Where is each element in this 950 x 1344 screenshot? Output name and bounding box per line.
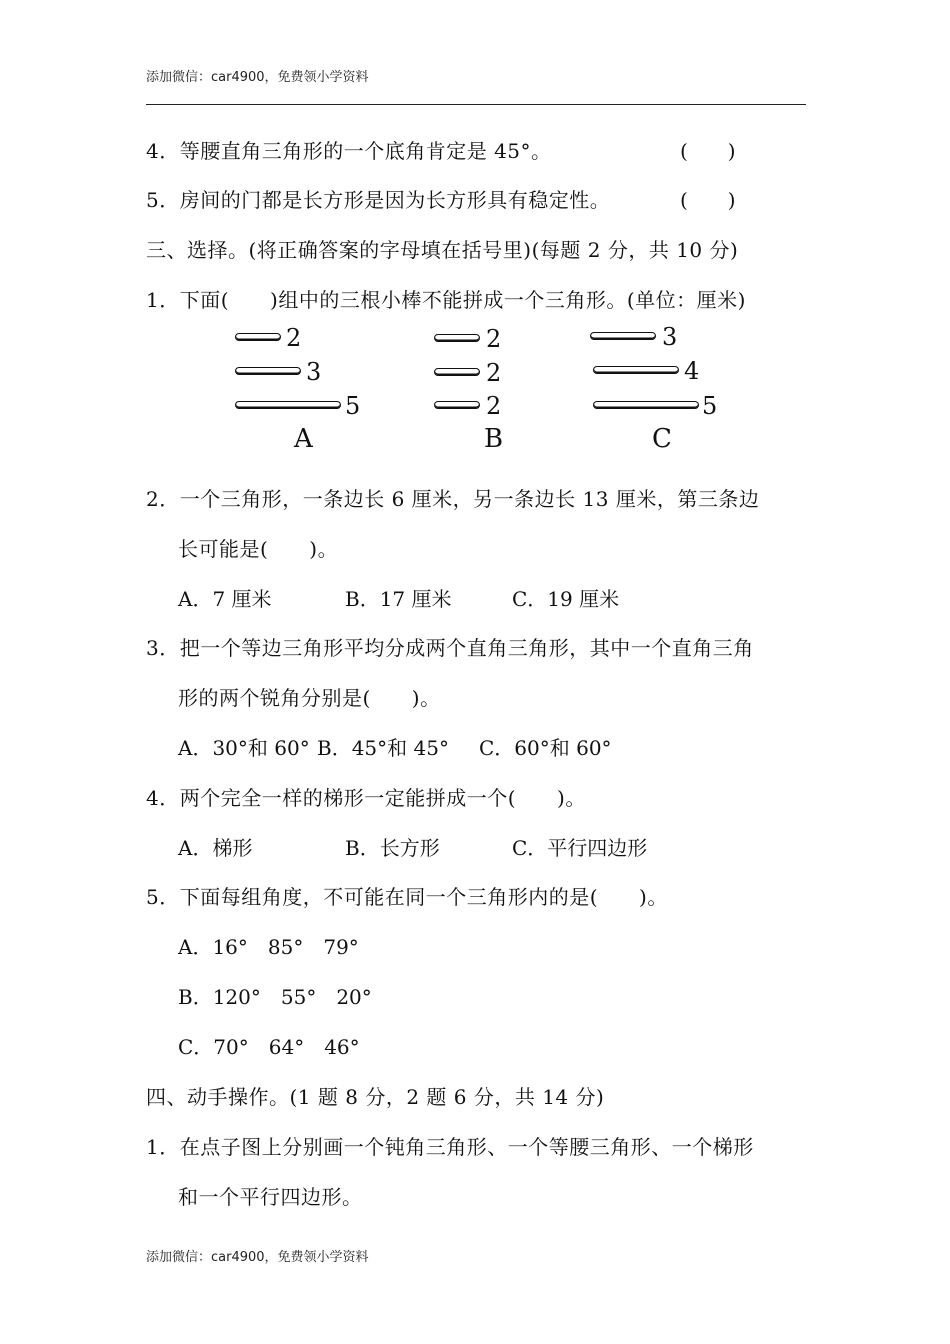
section-4-title: 四、动手操作。(1 题 8 分，2 题 6 分，共 14 分) <box>146 1085 605 1109</box>
stick-b-2 <box>434 368 480 376</box>
stick-a-3-length: 5 <box>345 392 361 420</box>
stick-b-1-length: 2 <box>486 325 502 353</box>
stick-c-1 <box>590 332 656 340</box>
q3-option-c[interactable]: C．60°和 60° <box>479 736 612 760</box>
q3-option-b[interactable]: B．45°和 45° <box>317 736 449 760</box>
q4-option-b[interactable]: B．长方形 <box>345 836 440 860</box>
stick-a-3 <box>235 401 341 409</box>
page-footer-watermark: 添加微信：car4900，免费领小学资料 <box>146 1250 369 1265</box>
page-header-watermark: 添加微信：car4900，免费领小学资料 <box>146 70 369 85</box>
choice-question-4: 4．两个完全一样的梯形一定能拼成一个( )。 <box>146 786 586 810</box>
stick-a-1 <box>235 333 281 341</box>
operation-question-1-line-2: 和一个平行四边形。 <box>178 1185 363 1209</box>
q4-option-c[interactable]: C．平行四边形 <box>512 836 648 860</box>
judge-question-4: 4．等腰直角三角形的一个底角肯定是 45°。 <box>146 139 552 163</box>
stick-a-1-length: 2 <box>286 324 302 352</box>
group-a-label: A <box>294 424 313 454</box>
q5-option-b[interactable]: B．120° 55° 20° <box>178 985 372 1009</box>
choice-question-3-line-2: 形的两个锐角分别是( )。 <box>178 686 441 710</box>
stick-b-3 <box>434 401 480 409</box>
q5-option-c[interactable]: C．70° 64° 46° <box>178 1035 360 1059</box>
stick-a-2 <box>235 367 301 375</box>
q2-option-b[interactable]: B．17 厘米 <box>345 587 452 611</box>
stick-c-1-length: 3 <box>662 323 678 351</box>
q2-option-a[interactable]: A．7 厘米 <box>178 587 272 611</box>
judge-question-5: 5．房间的门都是长方形是因为长方形具有稳定性。 <box>146 188 611 212</box>
stick-b-2-length: 2 <box>486 359 502 387</box>
q3-option-a[interactable]: A．30°和 60° <box>178 736 310 760</box>
q4-option-a[interactable]: A．梯形 <box>178 836 253 860</box>
header-rule <box>146 104 806 105</box>
stick-c-3 <box>593 401 699 409</box>
choice-question-3-line-1: 3．把一个等边三角形平均分成两个直角三角形，其中一个直角三角 <box>146 636 754 660</box>
q5-option-a[interactable]: A．16° 85° 79° <box>178 935 359 959</box>
choice-question-2-line-2: 长可能是( )。 <box>178 537 339 561</box>
group-c-label: C <box>652 424 672 454</box>
stick-c-2-length: 4 <box>684 357 700 385</box>
stick-c-2 <box>593 366 679 374</box>
section-3-title: 三、选择。(将正确答案的字母填在括号里)(每题 2 分，共 10 分) <box>146 238 739 262</box>
choice-question-2-line-1: 2．一个三角形，一条边长 6 厘米，另一条边长 13 厘米，第三条边 <box>146 487 760 511</box>
stick-b-3-length: 2 <box>486 392 502 420</box>
stick-b-1 <box>434 334 480 342</box>
choice-question-1: 1．下面( )组中的三根小棒不能拼成一个三角形。(单位：厘米) <box>146 288 746 312</box>
q2-option-c[interactable]: C．19 厘米 <box>512 587 620 611</box>
choice-question-5: 5．下面每组角度，不可能在同一个三角形内的是( )。 <box>146 885 668 909</box>
stick-a-2-length: 3 <box>306 358 322 386</box>
group-b-label: B <box>484 424 504 454</box>
judge-answer-paren-5[interactable]: ( ) <box>680 188 736 212</box>
operation-question-1-line-1: 1．在点子图上分别画一个钝角三角形、一个等腰三角形、一个梯形 <box>146 1135 754 1159</box>
judge-answer-paren-4[interactable]: ( ) <box>680 139 736 163</box>
stick-c-3-length: 5 <box>702 392 718 420</box>
